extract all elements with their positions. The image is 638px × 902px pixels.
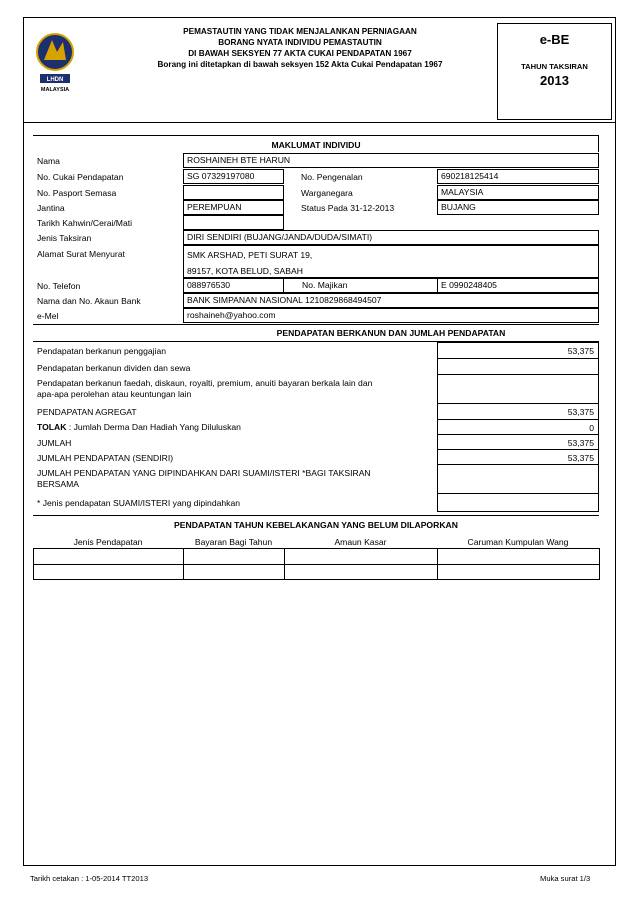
- footer-print-date: Tarikh cetakan : 1-05-2014 TT2013: [30, 874, 149, 883]
- emel-label: e-Mel: [37, 311, 59, 321]
- jumlah-dipindahkan-value[interactable]: [437, 464, 599, 494]
- cukai-field[interactable]: SG 07329197080: [183, 169, 284, 184]
- header-line-3: DI BAWAH SEKSYEN 77 AKTA CUKAI PENDAPATAN 1967: [188, 49, 412, 58]
- table-cell[interactable]: [184, 565, 285, 580]
- col-jenis-pendapatan: Jenis Pendapatan: [73, 537, 143, 547]
- section-title-pendapatan: PENDAPATAN BERKANUN DAN JUMLAH PENDAPATAN: [276, 328, 506, 338]
- form-code-box: [497, 23, 612, 120]
- footer-page-number: Muka surat 1/3: [540, 874, 591, 883]
- alamat-line-2: 89157, KOTA BELUD, SABAH: [187, 266, 303, 276]
- jantina-field[interactable]: PEREMPUAN: [183, 200, 284, 215]
- jumlah-dipindahkan-label-1: JUMLAH PENDAPATAN YANG DIPINDAHKAN DARI SUAMI/ISTERI *BAGI TAKSIRAN: [37, 468, 371, 478]
- pendapatan-dividen-value[interactable]: [437, 358, 599, 375]
- status-field[interactable]: BUJANG: [437, 200, 599, 215]
- bank-label: Nama dan No. Akaun Bank: [37, 296, 141, 306]
- table-cell[interactable]: [438, 549, 600, 565]
- table-cell[interactable]: [34, 549, 184, 565]
- alamat-label: Alamat Surat Menyurat: [37, 249, 125, 259]
- section-rule: [33, 324, 599, 325]
- status-label: Status Pada 31-12-2013: [301, 203, 395, 213]
- tolak-value[interactable]: 0: [437, 419, 599, 435]
- nama-label: Nama: [37, 156, 60, 166]
- majikan-field[interactable]: E 0990248405: [437, 278, 599, 293]
- telefon-field[interactable]: 088976530: [183, 278, 284, 293]
- form-header: [148, 26, 452, 70]
- header-line-4: Borang ini ditetapkan di bawah seksyen 152 Akta Cukai Pendapatan 1967: [157, 60, 443, 69]
- jumlah-sendiri-value[interactable]: 53,375: [437, 449, 599, 465]
- section-top-rule: [33, 135, 599, 136]
- pendapatan-faedah-value[interactable]: [437, 374, 599, 404]
- tarikh-kahwin-label: Tarikh Kahwin/Cerai/Mati: [37, 218, 133, 228]
- svg-text:LHDN: LHDN: [46, 77, 64, 83]
- section-title-kebelakangan: PENDAPATAN TAHUN KEBELAKANGAN YANG BELUM DILAPORKAN: [174, 520, 458, 530]
- jumlah-dipindahkan-label-2: BERSAMA: [37, 479, 80, 489]
- jantina-label: Jantina: [37, 203, 65, 213]
- tolak-rest: : Jumlah Derma Dan Hadiah Yang Diluluskan: [66, 422, 241, 432]
- pendapatan-penggajian-label: Pendapatan berkanun penggajian: [37, 346, 167, 356]
- col-caruman: Caruman Kumpulan Wang: [467, 537, 569, 547]
- tahun-taksiran: 2013: [540, 73, 569, 88]
- table-cell[interactable]: [438, 565, 600, 580]
- pendapatan-faedah-label-1: Pendapatan berkanun faedah, diskaun, royalti, premium, anuiti bayaran berkala lain dan: [37, 378, 373, 388]
- majikan-label: No. Majikan: [283, 278, 438, 293]
- kebelakangan-table: [33, 548, 600, 580]
- jumlah-label: JUMLAH: [37, 438, 72, 448]
- table-cell[interactable]: [285, 549, 438, 565]
- alamat-field[interactable]: [183, 245, 599, 278]
- pendapatan-penggajian-value[interactable]: 53,375: [437, 342, 599, 359]
- emel-field[interactable]: roshaineh@yahoo.com: [183, 308, 599, 323]
- form-code: e-BE: [539, 32, 570, 47]
- jumlah-sendiri-label: JUMLAH PENDAPATAN (SENDIRI): [37, 453, 174, 463]
- jenis-taksiran-field[interactable]: DIRI SENDIRI (BUJANG/JANDA/DUDA/SIMATI): [183, 230, 599, 245]
- jenis-taksiran-label: Jenis Taksiran: [37, 233, 92, 243]
- pendapatan-agregat-value[interactable]: 53,375: [437, 403, 599, 420]
- pengenalan-label: No. Pengenalan: [301, 172, 363, 182]
- nama-field[interactable]: ROSHAINEH BTE HARUN: [183, 153, 599, 168]
- cukai-label: No. Cukai Pendapatan: [37, 172, 124, 182]
- tarikh-kahwin-field[interactable]: [183, 215, 284, 230]
- jumlah-value[interactable]: 53,375: [437, 434, 599, 450]
- alamat-line-1: SMK ARSHAD, PETI SURAT 19,: [187, 250, 313, 260]
- table-cell[interactable]: [184, 549, 285, 565]
- pasport-field[interactable]: [183, 185, 284, 200]
- bank-field[interactable]: BANK SIMPANAN NASIONAL 1210829868494507: [183, 293, 599, 308]
- table-cell[interactable]: [34, 565, 184, 580]
- col-bayaran-bagi-tahun: Bayaran Bagi Tahun: [194, 537, 273, 547]
- pendapatan-dividen-label: Pendapatan berkanun dividen dan sewa: [37, 363, 191, 373]
- pengenalan-field[interactable]: 690218125414: [437, 169, 599, 184]
- warganegara-field[interactable]: MALAYSIA: [437, 185, 599, 200]
- table-cell[interactable]: [285, 565, 438, 580]
- header-line-1: PEMASTAUTIN YANG TIDAK MENJALANKAN PERNIAGAAN: [183, 27, 417, 36]
- table-row: [34, 549, 600, 565]
- pendapatan-agregat-label: PENDAPATAN AGREGAT: [37, 407, 137, 417]
- pasport-label: No. Pasport Semasa: [37, 188, 117, 198]
- jenis-pindahan-label: * Jenis pendapatan SUAMI/ISTERI yang dipindahkan: [37, 498, 241, 508]
- jumlah-dipindahkan-label: [37, 468, 371, 490]
- tahun-taksiran-label: TAHUN TAKSIRAN: [521, 62, 588, 71]
- pendapatan-faedah-label-2: apa-apa perolehan atau keuntungan lain: [37, 389, 192, 399]
- header-divider: [23, 122, 615, 123]
- section-rule: [33, 515, 599, 516]
- header-line-2: BORANG NYATA INDIVIDU PEMASTAUTIN: [218, 38, 382, 47]
- col-amaun-kasar: Amaun Kasar: [334, 537, 387, 547]
- lhdn-logo-icon: [30, 30, 80, 92]
- table-row: [34, 565, 600, 580]
- telefon-label: No. Telefon: [37, 281, 81, 291]
- pendapatan-faedah-label: [37, 378, 372, 400]
- section-title-maklumat: MAKLUMAT INDIVIDU: [271, 140, 361, 150]
- svg-text:MALAYSIA: MALAYSIA: [40, 87, 70, 92]
- tolak-bold: TOLAK: [37, 422, 67, 432]
- tolak-label: [37, 422, 241, 432]
- jenis-pindahan-value[interactable]: [437, 493, 599, 512]
- warganegara-label: Warganegara: [301, 188, 353, 198]
